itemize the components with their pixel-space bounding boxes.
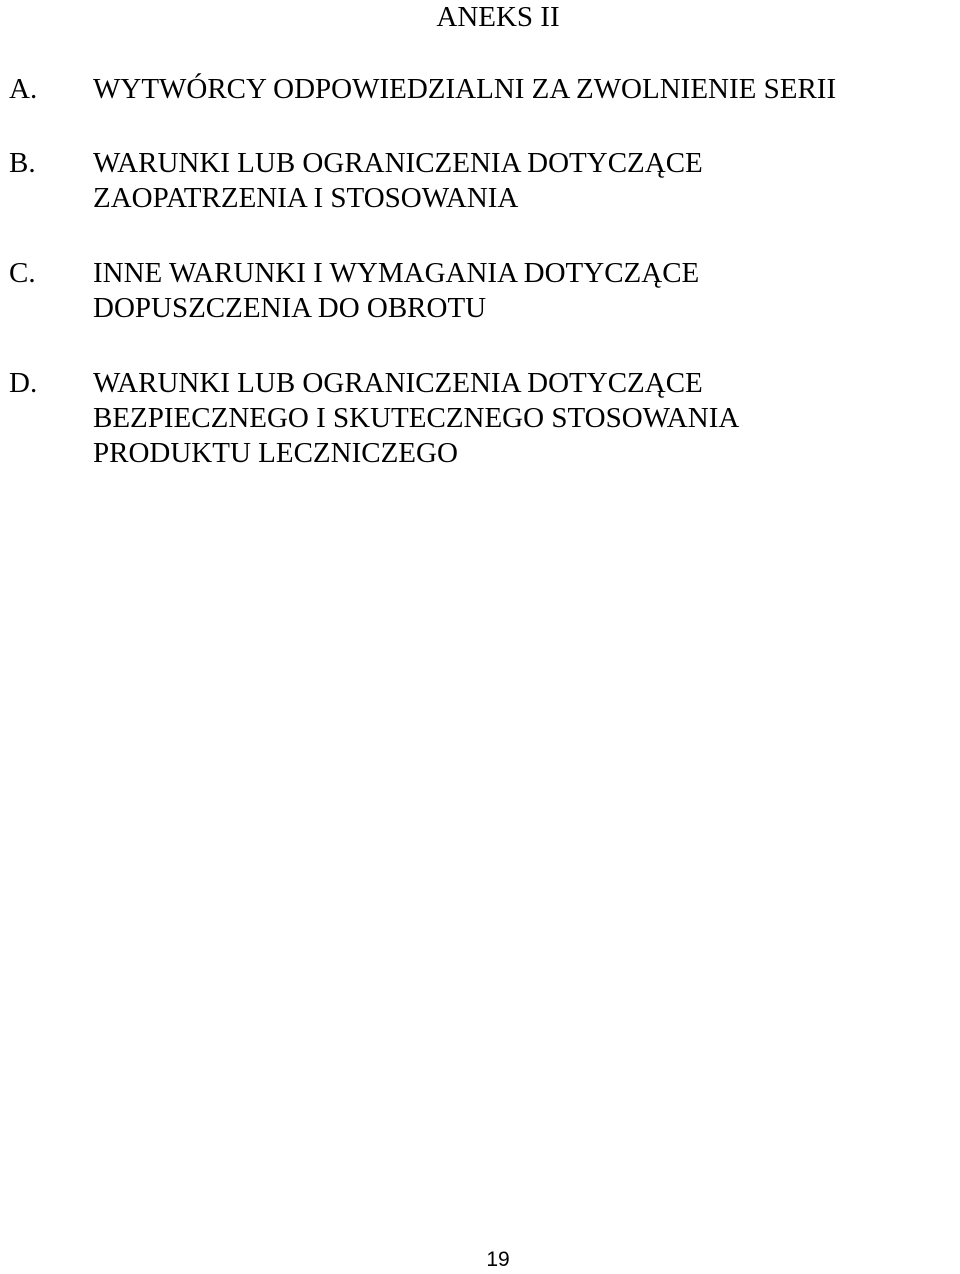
section-letter: B. <box>9 147 36 179</box>
section-heading <box>93 72 953 107</box>
section-heading-line: ZAOPATRZENIA I STOSOWANIA <box>93 182 519 214</box>
section-heading-line: INNE WARUNKI I WYMAGANIA DOTYCZĄCE <box>93 257 700 289</box>
section-letter: A. <box>9 73 38 105</box>
section-heading-line: WARUNKI LUB OGRANICZENIA DOTYCZĄCE <box>93 367 703 399</box>
section-heading-line: PRODUKTU LECZNICZEGO <box>93 437 458 469</box>
section-heading <box>93 146 953 216</box>
section-heading-line: DOPUSZCZENIA DO OBROTU <box>93 292 487 324</box>
section-heading-line: WYTWÓRCY ODPOWIEDZIALNI ZA ZWOLNIENIE SERII <box>93 73 837 105</box>
section-heading <box>93 366 953 471</box>
section-heading-line: WARUNKI LUB OGRANICZENIA DOTYCZĄCE <box>93 147 703 179</box>
section-heading-line: BEZPIECZNEGO I SKUTECZNEGO STOSOWANIA <box>93 402 740 434</box>
section-letter: C. <box>9 257 36 289</box>
section-heading <box>93 256 953 326</box>
page-number: 19 <box>486 1248 510 1271</box>
section-letter: D. <box>9 367 38 399</box>
page-title: ANEKS II <box>436 1 560 33</box>
